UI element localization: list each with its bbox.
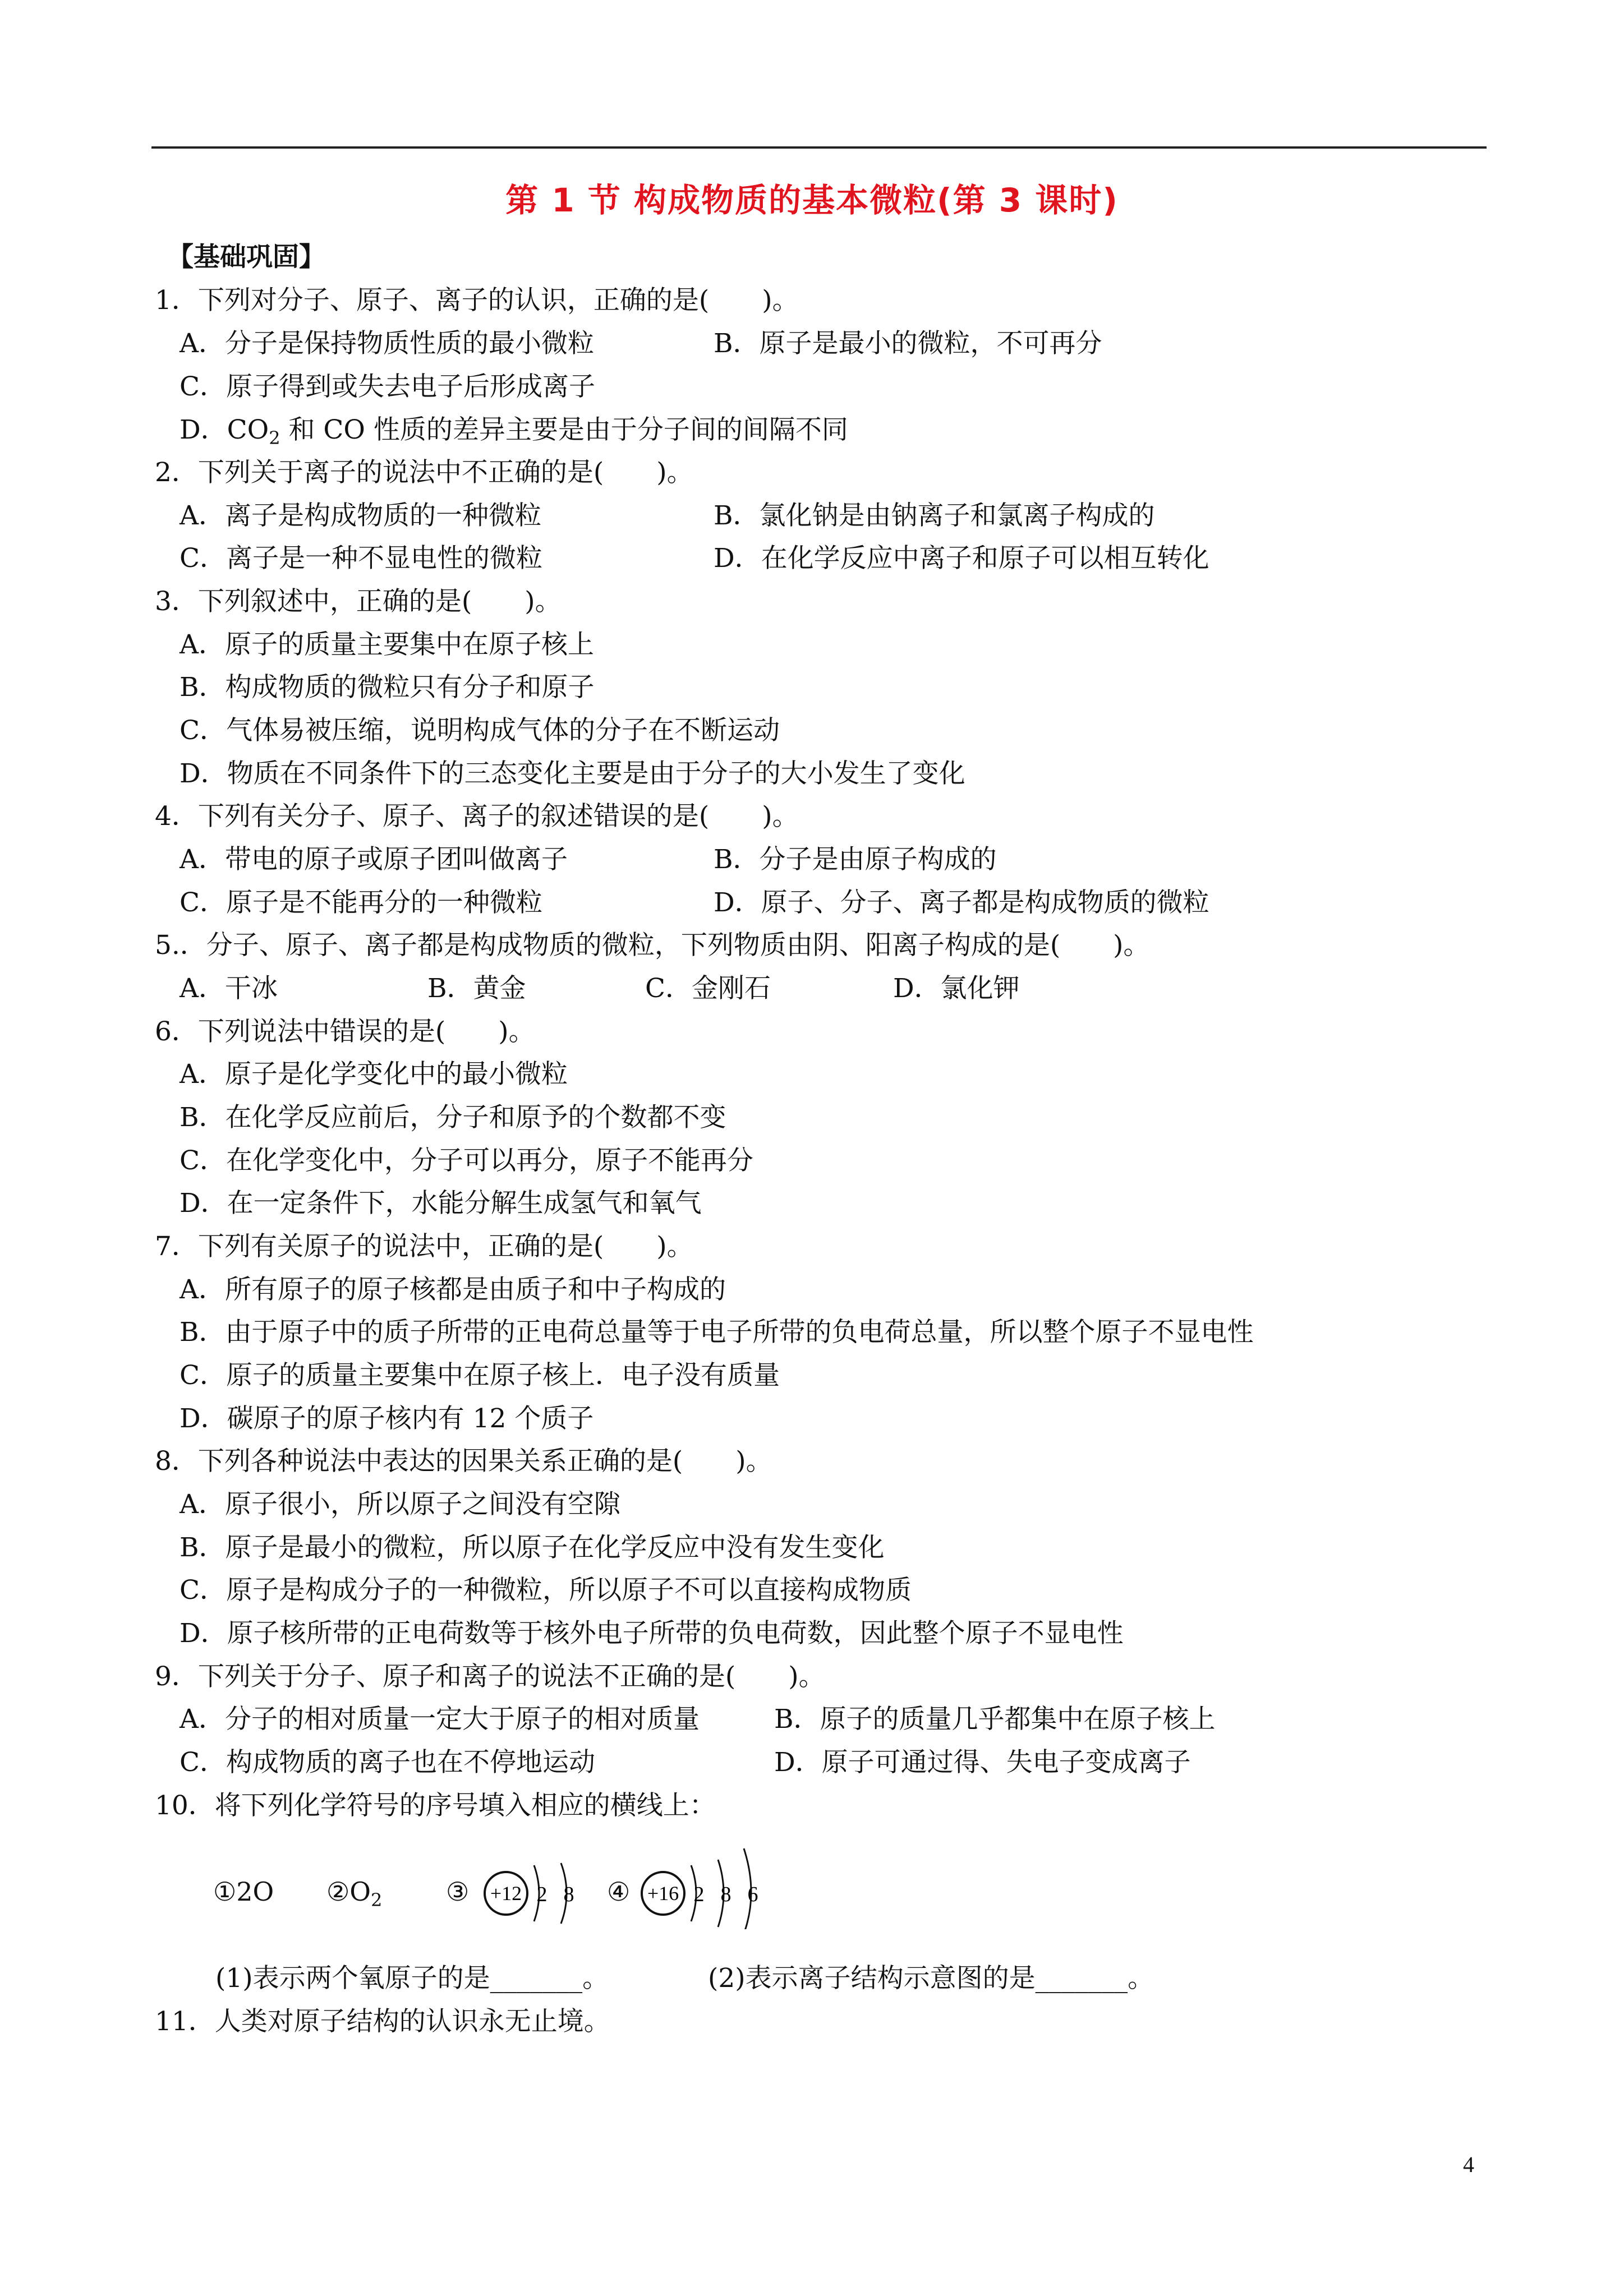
question-3-option-d: D．物质在不同条件下的三态变化主要是由于分子的大小发生了变化	[180, 758, 965, 789]
question-9-option-b: B．原子的质量几乎都集中在原子核上	[774, 1704, 1216, 1735]
question-7-option-a: A．所有原子的原子核都是由质子和中子构成的	[180, 1274, 726, 1305]
question-1-option-a: A．分子是保持物质性质的最小微粒	[180, 328, 594, 359]
page-title: 第 1 节 构成物质的基本微粒(第 3 课时)	[505, 181, 1119, 219]
question-8-stem: 8．下列各种说法中表达的因果关系正确的是( )。	[155, 1446, 772, 1477]
question-10-stem: 10．将下列化学符号的序号填入相应的横线上：	[155, 1790, 716, 1821]
question-1-option-c: C．原子得到或失去电子后形成离子	[180, 371, 595, 402]
question-1-stem: 1．下列对分子、原子、离子的认识，正确的是( )。	[155, 285, 799, 316]
question-4-option-d: D．原子、分子、离子都是构成物质的微粒	[714, 887, 1209, 918]
question-6-stem: 6．下列说法中错误的是( )。	[155, 1016, 535, 1047]
shell-electrons: 6	[747, 1883, 758, 1906]
magnesium-ion-diagram	[482, 1857, 589, 1930]
section-heading: 【基础巩固】	[167, 242, 325, 273]
q10-blank-2: (2)表示离子结构示意图的是_______。	[708, 1963, 1154, 1994]
question-6-option-d: D．在一定条件下，水能分解生成氢气和氧气	[180, 1188, 702, 1219]
question-2-stem: 2．下列关于离子的说法中不正确的是( )。	[155, 457, 693, 488]
shell-electrons: 2	[693, 1883, 705, 1906]
question-5-option-b: B．黄金	[427, 973, 526, 1004]
question-9-option-c: C．构成物质的离子也在不停地运动	[180, 1747, 595, 1778]
q10-item-2: $②O_2$	[326, 1877, 383, 1911]
question-6-option-b: B．在化学反应前后，分子和原予的个数都不变	[180, 1102, 726, 1133]
q10-item-1: ①2O	[213, 1877, 274, 1907]
q10-item-3-marker: ③	[446, 1877, 470, 1907]
question-8-option-b: B．原子是最小的微粒，所以原子在化学反应中没有发生变化	[180, 1532, 885, 1563]
question-4-option-c: C．原子是不能再分的一种微粒	[180, 887, 542, 918]
question-9-option-d: D．原子可通过得、失电子变成离子	[774, 1747, 1191, 1778]
question-2-option-d: D．在化学反应中离子和原子可以相互转化	[714, 543, 1209, 574]
shell-electrons: 2	[536, 1883, 548, 1906]
question-2-option-c: C．离子是一种不显电性的微粒	[180, 543, 542, 574]
shell-electrons: 8	[563, 1883, 574, 1906]
question-3-option-b: B．构成物质的微粒只有分子和原子	[180, 672, 595, 703]
question-11-stem: 11．人类对原子结构的认识永无止境。	[155, 2006, 610, 2037]
q10-item-4-marker: ④	[607, 1877, 631, 1907]
question-5-option-d: D．氯化钾	[893, 973, 1020, 1004]
question-2-option-a: A．离子是构成物质的一种微粒	[180, 500, 541, 531]
question-5-stem: 5.．分子、原子、离子都是构成物质的微粒，下列物质由阴、阳离子构成的是( )。	[155, 930, 1150, 961]
page-number: 4	[1463, 2152, 1474, 2177]
q10-blank-1: (1)表示两个氧原子的是_______。	[215, 1963, 609, 1994]
question-3-option-c: C．气体易被压缩，说明构成气体的分子在不断运动	[180, 715, 780, 746]
question-8-option-c: C．原子是构成分子的一种微粒，所以原子不可以直接构成物质	[180, 1575, 912, 1606]
question-5-option-c: C．金刚石	[645, 973, 771, 1004]
question-4-stem: 4．下列有关分子、原子、离子的叙述错误的是( )。	[155, 801, 799, 832]
nucleus-charge: +16	[647, 1882, 679, 1905]
question-7-option-b: B．由于原子中的质子所带的正电荷总量等于电子所带的负电荷总量，所以整个原子不显电性	[180, 1317, 1254, 1348]
question-3-stem: 3．下列叙述中，正确的是( )。	[155, 586, 562, 617]
question-6-option-c: C．在化学变化中，分子可以再分，原子不能再分	[180, 1145, 753, 1176]
question-7-option-d: D．碳原子的原子核内有 12 个质子	[180, 1403, 594, 1434]
question-9-stem: 9．下列关于分子、原子和离子的说法不正确的是( )。	[155, 1661, 825, 1692]
question-3-option-a: A．原子的质量主要集中在原子核上	[180, 629, 594, 660]
question-5-option-a: A．干冰	[180, 973, 278, 1004]
nucleus-charge: +12	[490, 1882, 522, 1905]
sulfur-atom-diagram	[640, 1845, 774, 1929]
question-1-option-d: D．$CO_2$ 和 CO 性质的差异主要是由于分子间的间隔不同	[180, 414, 848, 449]
question-7-option-c: C．原子的质量主要集中在原子核上．电子没有质量	[180, 1360, 780, 1391]
header-rule	[151, 146, 1487, 149]
question-8-option-a: A．原子很小，所以原子之间没有空隙	[180, 1489, 620, 1520]
question-6-option-a: A．原子是化学变化中的最小微粒	[180, 1059, 568, 1090]
question-9-option-a: A．分子的相对质量一定大于原子的相对质量	[180, 1704, 700, 1735]
question-2-option-b: B．氯化钠是由钠离子和氯离子构成的	[714, 500, 1155, 531]
question-7-stem: 7．下列有关原子的说法中，正确的是( )。	[155, 1231, 693, 1262]
question-4-option-b: B．分子是由原子构成的	[714, 844, 997, 875]
question-8-option-d: D．原子核所带的正电荷数等于核外电子所带的负电荷数，因此整个原子不显电性	[180, 1618, 1124, 1649]
shell-electrons: 8	[720, 1883, 732, 1906]
question-1-option-b: B．原子是最小的微粒，不可再分	[714, 328, 1102, 359]
question-4-option-a: A．带电的原子或原子团叫做离子	[180, 844, 568, 875]
